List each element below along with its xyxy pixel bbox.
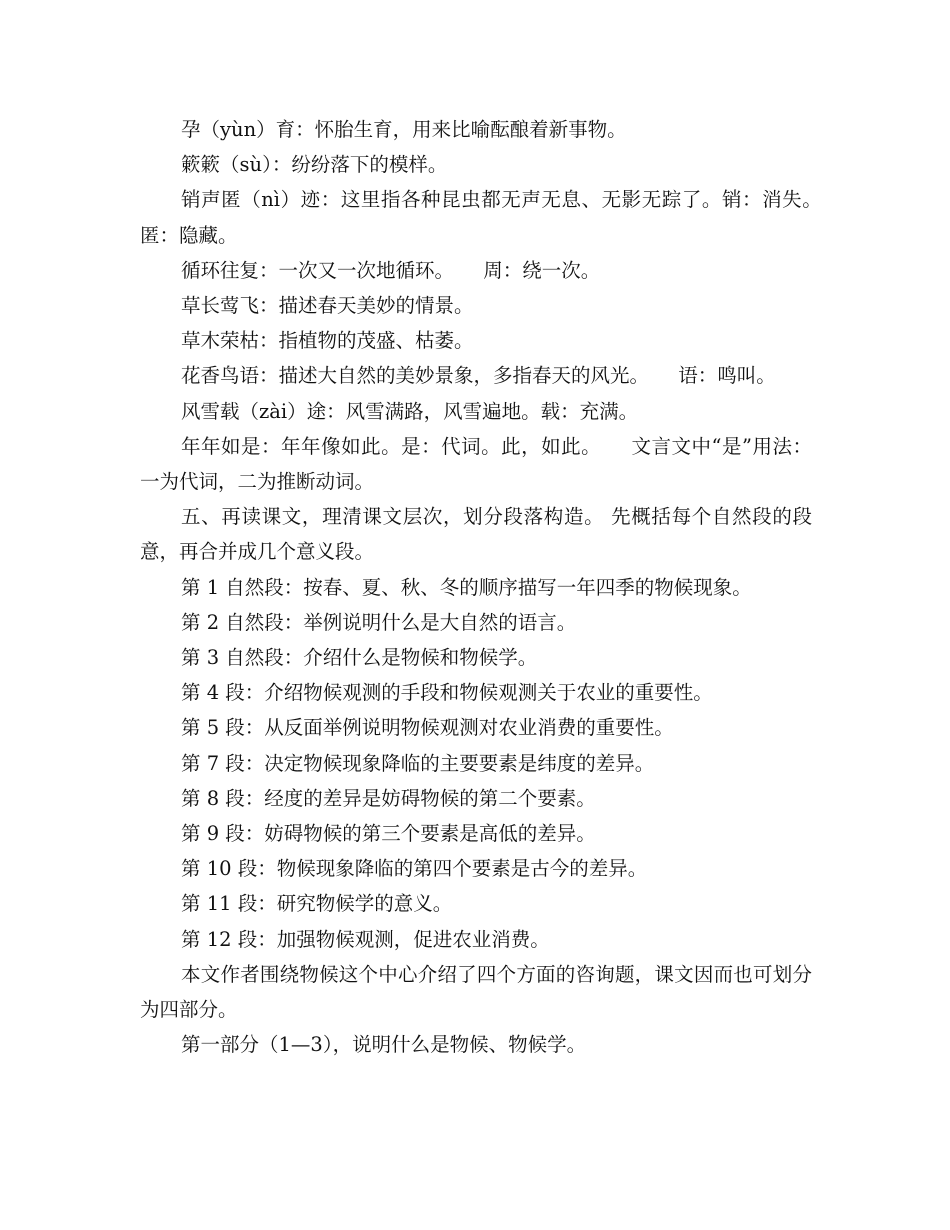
paragraph-part-one: 第一部分（1—3），说明什么是物候、物候学。	[181, 1033, 587, 1057]
paragraph-term-niannianrushi: 年年如是：年年像如此。是：代词。此，如此。 文言文中“是”用法：一为代词，二为推断动词。	[140, 434, 812, 494]
paragraph-para-5: 第 5 段：从反面举例说明物候观测对农业消费的重要性。	[181, 716, 674, 740]
paragraph-para-9: 第 9 段：妨碍物候的第三个要素是高低的差异。	[181, 822, 596, 846]
paragraph-term-xunhuanwangfu: 循环往复：一次又一次地循环。 周：绕一次。	[181, 258, 601, 282]
paragraph-term-yunyu: 孕（yùn）育：怀胎生育，用来比喻酝酿着新事物。	[181, 118, 627, 141]
paragraph-para-7: 第 7 段：决定物候现象降临的主要要素是纬度的差异。	[181, 751, 655, 775]
paragraph-para-12: 第 12 段：加强物候观测，促进农业消费。	[181, 927, 550, 951]
document-body	[140, 112, 852, 1062]
paragraph-term-xiaoshengniji: 销声匿（nì）迹：这里指各种昆虫都无声无息、无影无踪了。销：消失。 匿：隐藏。	[140, 188, 852, 247]
paragraph-section-five: 五、再读课文，理清课文层次，划分段落构造。 先概括每个自然段的段意，再合并成几个意义段。	[140, 505, 812, 564]
paragraph-term-caomurongku: 草木荣枯：指植物的茂盛、枯萎。	[181, 329, 474, 353]
paragraph-para-10: 第 10 段：物候现象降临的第四个要素是古今的差异。	[181, 857, 648, 881]
paragraph-term-caozhangyingfei: 草长莺飞：描述春天美妙的情景。	[181, 294, 474, 318]
paragraph-para-4: 第 4 段：介绍物候观测的手段和物候观测关于农业的重要性。	[181, 681, 713, 705]
paragraph-para-11: 第 11 段：研究物候学的意义。	[181, 892, 453, 916]
paragraph-structure-summary: 本文作者围绕物候这个中心介绍了四个方面的咨询题，课文因而也可划分为四部分。	[140, 962, 812, 1022]
paragraph-para-3: 第 3 自然段：介绍什么是物候和物候学。	[181, 646, 538, 670]
paragraph-term-huaxiangniaoyu: 花香鸟语：描述大自然的美妙景象，多指春天的风光。 语：鸣叫。	[181, 364, 776, 388]
paragraph-para-8: 第 8 段：经度的差异是妨碍物候的第二个要素。	[181, 786, 596, 810]
paragraph-para-1: 第 1 自然段：按春、夏、秋、冬的顺序描写一年四季的物候现象。	[181, 575, 752, 599]
paragraph-term-susu: 簌簌（sù）：纷纷落下的模样。	[181, 153, 448, 177]
paragraph-term-fengxuezaitu: 风雪载（zài）途：风雪满路，风雪遍地。载：充满。	[181, 399, 639, 423]
paragraph-para-2: 第 2 自然段：举例说明什么是大自然的语言。	[181, 610, 577, 634]
